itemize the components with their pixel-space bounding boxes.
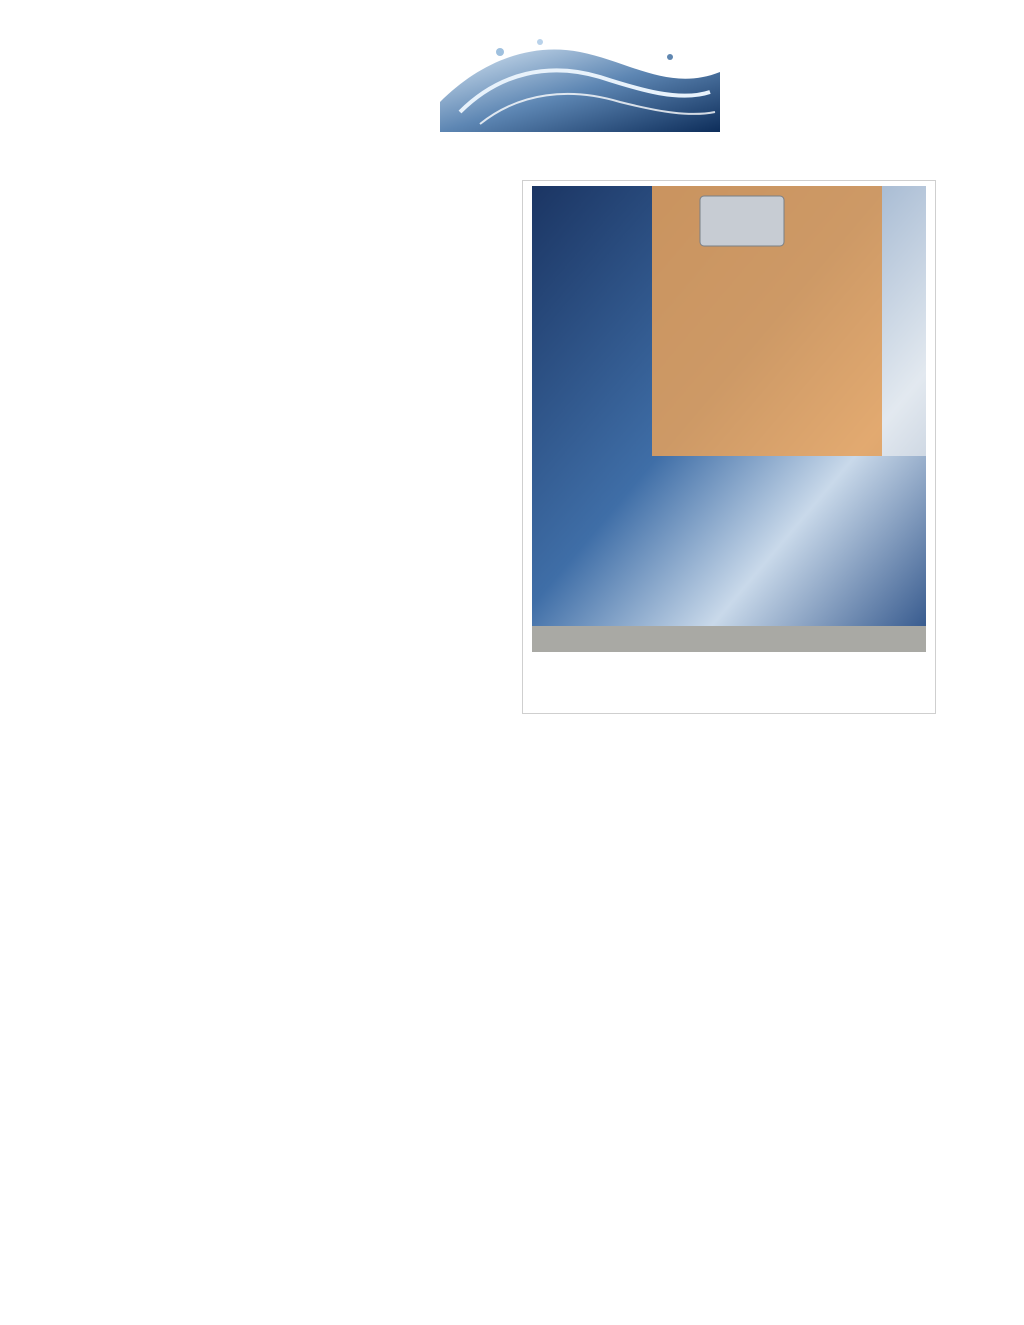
water-splash-graphic (440, 32, 720, 132)
tds-standards-photo (532, 186, 926, 652)
